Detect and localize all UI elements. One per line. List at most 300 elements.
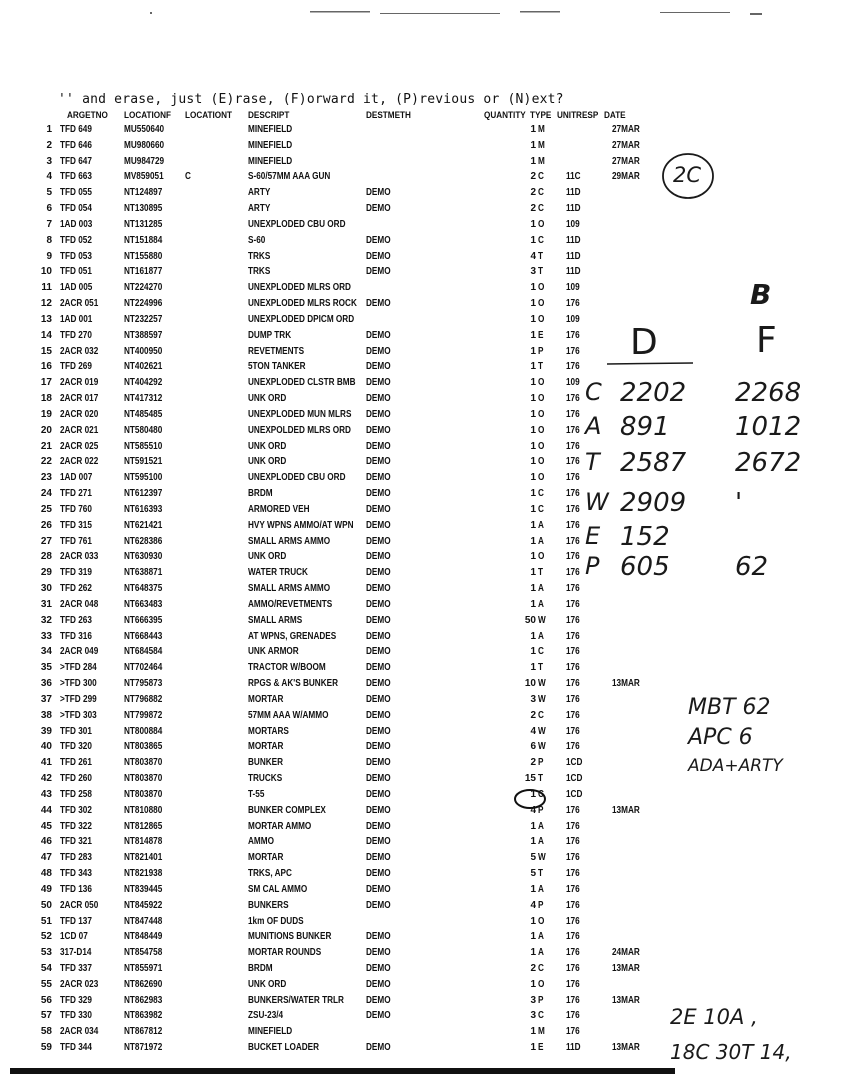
cell-num: 39	[40, 725, 52, 737]
cell-unit: 176	[566, 345, 580, 357]
cell-loc: NT388597	[124, 329, 163, 341]
cell-qty: 3	[530, 266, 536, 278]
cell-dest: DEMO	[366, 203, 391, 215]
cell-unit: 176	[566, 994, 580, 1006]
table-row	[0, 995, 720, 1011]
cell-unit: 176	[566, 678, 580, 690]
table-row	[0, 1042, 720, 1058]
cell-loc: NT628386	[124, 535, 163, 547]
cell-desc: UNEXPLODED CLSTR BMB	[248, 377, 356, 389]
cell-qty: 1	[530, 978, 536, 990]
handwritten-bottom-note-2: 18C 30T 14,	[670, 1040, 792, 1064]
cell-type: P	[538, 994, 544, 1006]
cell-desc: MINEFIELD	[248, 155, 293, 167]
cell-loc: NT810880	[124, 804, 163, 816]
handwritten-total-d: 891	[620, 412, 670, 442]
cell-unit: 109	[566, 377, 580, 389]
cell-dest: DEMO	[366, 868, 391, 879]
cell-num: 20	[40, 424, 52, 436]
cell-num: 30	[40, 583, 52, 595]
cell-num: 21	[40, 440, 52, 452]
cell-type: W	[538, 614, 546, 626]
cell-qty: 10	[524, 678, 536, 690]
cell-qty: 3	[530, 1010, 536, 1022]
table-row	[0, 520, 720, 536]
cell-type: O	[538, 313, 545, 325]
handwritten-total-f: 1012	[735, 412, 802, 442]
cell-num: 16	[40, 361, 52, 373]
cell-type: A	[538, 583, 544, 595]
handwritten-mbt: MBT 62	[688, 695, 771, 720]
cell-unit: 11D	[566, 250, 581, 262]
cell-unit: 176	[566, 931, 580, 943]
cell-dest: DEMO	[366, 757, 391, 769]
table-row	[0, 219, 720, 235]
cell-qty: 1	[530, 218, 536, 230]
cell-tgt: TFD 322	[60, 820, 92, 832]
cell-num: 32	[40, 614, 52, 626]
cell-qty: 1	[530, 662, 536, 674]
cell-unit: 176	[566, 614, 580, 626]
cell-dest: DEMO	[366, 377, 391, 389]
cell-tgt: 317-D14	[60, 947, 92, 959]
cell-type: W	[538, 693, 546, 705]
cell-type: P	[538, 899, 544, 911]
cell-loc: NT845922	[124, 899, 163, 911]
table-row	[0, 1010, 720, 1026]
cell-type: O	[538, 218, 545, 230]
cell-unit: 11D	[566, 187, 581, 199]
table-row	[0, 441, 720, 457]
cell-num: 54	[40, 962, 52, 974]
cell-loct: C	[185, 171, 191, 183]
cell-type: M	[538, 124, 545, 135]
cell-dest: DEMO	[366, 788, 391, 800]
cell-num: 47	[40, 852, 52, 864]
cell-num: 52	[40, 931, 52, 943]
cell-loc: NT630930	[124, 551, 163, 563]
cell-desc: MORTAR AMMO	[248, 820, 312, 832]
cell-tgt: 2ACR 025	[60, 440, 99, 452]
cell-desc: 1km OF DUDS	[248, 915, 304, 927]
cell-unit: 176	[566, 408, 580, 420]
cell-qty: 1	[530, 535, 536, 547]
cell-desc: BUNKER COMPLEX	[248, 804, 326, 816]
cell-num: 3	[46, 155, 52, 167]
table-row	[0, 599, 720, 615]
cell-type: C	[538, 646, 544, 658]
table-row	[0, 156, 720, 172]
cell-tgt: TFD 330	[60, 1010, 92, 1022]
cell-type: T	[538, 250, 544, 262]
table-row	[0, 884, 720, 900]
cell-desc: MORTAR	[248, 852, 284, 864]
handwritten-ada-arty: ADA+ARTY	[688, 756, 783, 776]
cell-tgt: 2ACR 022	[60, 456, 99, 468]
cell-tgt: TFD 343	[60, 868, 92, 879]
cell-loc: NT400950	[124, 345, 163, 357]
cell-loc: NT232257	[124, 313, 163, 325]
cell-dest: DEMO	[366, 456, 391, 468]
cell-loc: NT862690	[124, 978, 163, 990]
cell-num: 8	[46, 234, 52, 246]
cell-dest: DEMO	[366, 899, 391, 911]
cell-dest: DEMO	[366, 725, 391, 737]
cell-loc: NT151884	[124, 234, 163, 246]
cell-desc: BUNKER	[248, 757, 284, 769]
cell-desc: HVY WPNS AMMO/AT WPN	[248, 519, 354, 531]
cell-loc: NT684584	[124, 646, 163, 658]
cell-num: 44	[40, 804, 52, 816]
table-row	[0, 836, 720, 852]
cell-unit: 176	[566, 662, 580, 674]
cell-tgt: TFD 321	[60, 836, 92, 848]
cell-num: 12	[40, 298, 52, 310]
cell-qty: 1	[530, 947, 536, 959]
cell-qty: 15	[524, 773, 536, 785]
cell-type: W	[538, 741, 546, 753]
cell-tgt: TFD 649	[60, 124, 92, 135]
cell-type: O	[538, 408, 545, 420]
cell-loc: NT224270	[124, 282, 163, 294]
cell-num: 38	[40, 709, 52, 721]
cell-unit: 176	[566, 488, 580, 500]
cell-qty: 1	[530, 630, 536, 642]
table-row	[0, 1026, 720, 1042]
cell-dest: DEMO	[366, 583, 391, 595]
cell-qty: 5	[530, 868, 536, 879]
table-row	[0, 488, 720, 504]
cell-num: 48	[40, 868, 52, 879]
cell-unit: 176	[566, 820, 580, 832]
cell-num: 19	[40, 408, 52, 420]
cell-loc: NT224996	[124, 298, 163, 310]
cell-desc: SMALL ARMS	[248, 614, 303, 626]
cell-num: 50	[40, 899, 52, 911]
cell-unit: 176	[566, 804, 580, 816]
cell-num: 13	[40, 313, 52, 325]
table-row	[0, 124, 720, 140]
cell-loc: NT663483	[124, 598, 163, 610]
cell-qty: 1	[530, 1026, 536, 1038]
table-row	[0, 805, 720, 821]
cell-loc: NT803865	[124, 741, 163, 753]
table-row	[0, 900, 720, 916]
cell-tgt: >TFD 299	[60, 693, 97, 705]
cell-unit: 176	[566, 630, 580, 642]
cell-qty: 1	[530, 408, 536, 420]
cell-num: 42	[40, 773, 52, 785]
cell-unit: 11D	[566, 234, 581, 246]
cell-tgt: TFD 647	[60, 155, 92, 167]
cell-type: M	[538, 155, 545, 167]
cell-unit: 176	[566, 472, 580, 484]
cell-desc: UNEXPLODED CBU ORD	[248, 472, 346, 484]
cell-desc: AMMO/REVETMENTS	[248, 598, 333, 610]
cell-desc: T-55	[248, 788, 265, 800]
cell-tgt: TFD 271	[60, 488, 92, 500]
table-row	[0, 931, 720, 947]
cell-loc: NT591521	[124, 456, 163, 468]
cell-loc: NT131285	[124, 218, 163, 230]
cell-unit: 1CD	[566, 788, 583, 800]
cell-tgt: 1AD 003	[60, 218, 93, 230]
cell-dest: DEMO	[366, 978, 391, 990]
cell-qty: 1	[530, 456, 536, 468]
cell-date: 27MAR	[612, 139, 640, 151]
header-date: DATE	[604, 110, 626, 121]
cell-dest: DEMO	[366, 503, 391, 515]
cell-qty: 2	[530, 757, 536, 769]
cell-desc: SMALL ARMS AMMO	[248, 583, 331, 595]
handwritten-total-f: 2268	[735, 378, 802, 408]
cell-type: E	[538, 329, 544, 341]
cell-dest: DEMO	[366, 678, 391, 690]
cell-num: 40	[40, 741, 52, 753]
cell-num: 15	[40, 345, 52, 357]
cell-type: A	[538, 598, 544, 610]
cell-tgt: 1CD 07	[60, 931, 88, 943]
cell-desc: ARTY	[248, 187, 271, 199]
cell-type: O	[538, 393, 545, 405]
cell-qty: 1	[530, 155, 536, 167]
cell-qty: 1	[530, 820, 536, 832]
cell-num: 29	[40, 567, 52, 579]
cell-qty: 4	[530, 804, 536, 816]
cell-qty: 1	[530, 361, 536, 373]
cell-num: 35	[40, 662, 52, 674]
handwritten-total-f: '	[735, 488, 743, 518]
table-row	[0, 916, 720, 932]
cell-desc: MINEFIELD	[248, 1026, 293, 1038]
cell-type: O	[538, 456, 545, 468]
cell-type: A	[538, 947, 544, 959]
cell-loc: NT417312	[124, 393, 163, 405]
cell-tgt: >TFD 284	[60, 662, 97, 674]
cell-type: A	[538, 519, 544, 531]
cell-dest: DEMO	[366, 345, 391, 357]
table-row	[0, 171, 720, 187]
cell-unit: 176	[566, 962, 580, 974]
cell-unit: 176	[566, 551, 580, 563]
table-row	[0, 203, 720, 219]
cell-desc: UNK ORD	[248, 393, 287, 405]
cell-desc: UNEXPLODED CBU ORD	[248, 218, 346, 230]
cell-type: O	[538, 298, 545, 310]
cell-desc: 57MM AAA W/AMMO	[248, 709, 329, 721]
cell-qty: 2	[530, 709, 536, 721]
cell-unit: 176	[566, 868, 580, 879]
cell-desc: UNK ORD	[248, 978, 287, 990]
cell-type: O	[538, 282, 545, 294]
cell-desc: MORTAR	[248, 741, 284, 753]
cell-unit: 176	[566, 741, 580, 753]
cell-dest: DEMO	[366, 408, 391, 420]
cell-unit: 176	[566, 393, 580, 405]
cell-desc: TRKS	[248, 250, 271, 262]
cell-type: E	[538, 1042, 544, 1054]
cell-unit: 109	[566, 282, 580, 294]
cell-qty: 1	[530, 234, 536, 246]
cell-unit: 1CD	[566, 773, 583, 785]
table-row	[0, 393, 720, 409]
cell-qty: 1	[530, 282, 536, 294]
header-unitresp: UNITRESP	[557, 110, 599, 121]
cell-loc: NT862983	[124, 994, 163, 1006]
cell-num: 25	[40, 503, 52, 515]
cell-num: 10	[40, 266, 52, 278]
cell-dest: DEMO	[366, 741, 391, 753]
cell-desc: AMMO	[248, 836, 274, 848]
table-row	[0, 504, 720, 520]
cell-unit: 176	[566, 852, 580, 864]
cell-type: C	[538, 503, 544, 515]
table-row	[0, 377, 720, 393]
cell-tgt: TFD 760	[60, 503, 92, 515]
cell-loc: NT821938	[124, 868, 163, 879]
cell-dest: DEMO	[366, 773, 391, 785]
cell-type: A	[538, 883, 544, 895]
cell-loc: NT485485	[124, 408, 163, 420]
cell-num: 31	[40, 598, 52, 610]
cell-qty: 1	[530, 345, 536, 357]
cell-unit: 176	[566, 361, 580, 373]
table-row	[0, 551, 720, 567]
cell-dest: DEMO	[366, 662, 391, 674]
handwritten-total-f: 62	[735, 552, 769, 582]
table-row	[0, 710, 720, 726]
cell-desc: S-60/57MM AAA GUN	[248, 171, 331, 183]
cell-type: P	[538, 804, 544, 816]
cell-qty: 1	[530, 393, 536, 405]
cell-loc: NT871972	[124, 1042, 163, 1054]
cell-type: O	[538, 472, 545, 484]
cell-type: O	[538, 915, 545, 927]
cell-desc: SMALL ARMS AMMO	[248, 535, 331, 547]
cell-tgt: TFD 316	[60, 630, 92, 642]
cell-desc: S-60	[248, 234, 266, 246]
cell-loc: NT803870	[124, 788, 163, 800]
cell-tgt: 2ACR 021	[60, 424, 99, 436]
cell-tgt: 2ACR 020	[60, 408, 99, 420]
table-row	[0, 852, 720, 868]
handwritten-b: B	[750, 278, 772, 311]
table-row	[0, 583, 720, 599]
header-destmeth: DESTMETH	[366, 110, 411, 121]
cell-qty: 1	[530, 298, 536, 310]
cell-num: 45	[40, 820, 52, 832]
cell-qty: 2	[530, 203, 536, 215]
handwritten-total-d: 2587	[620, 448, 687, 478]
cell-loc: MV859051	[124, 171, 164, 183]
cell-type: T	[538, 773, 544, 785]
cell-tgt: >TFD 303	[60, 709, 97, 721]
cell-qty: 1	[530, 519, 536, 531]
cell-loc: NT796882	[124, 693, 163, 705]
header-locationf: LOCATIONF	[124, 110, 172, 121]
cell-dest: DEMO	[366, 994, 391, 1006]
cell-type: O	[538, 551, 545, 563]
cell-loc: NT814878	[124, 836, 163, 848]
cell-unit: 176	[566, 298, 580, 310]
cell-qty: 4	[530, 725, 536, 737]
cell-unit: 11D	[566, 1042, 581, 1054]
cell-qty: 2	[530, 171, 536, 183]
cell-desc: TRKS, APC	[248, 868, 292, 879]
cell-desc: UNK ORD	[248, 551, 287, 563]
cell-num: 7	[46, 218, 52, 230]
cell-loc: NT124897	[124, 187, 163, 199]
cell-loc: NT839445	[124, 883, 163, 895]
cell-tgt: TFD 283	[60, 852, 92, 864]
table-row	[0, 472, 720, 488]
cell-loc: NT702464	[124, 662, 163, 674]
cell-type: O	[538, 978, 545, 990]
cell-desc: UNEXPLODED MUN MLRS	[248, 408, 352, 420]
cell-loc: NT803870	[124, 757, 163, 769]
cell-desc: MINEFIELD	[248, 139, 293, 151]
cell-loc: NT638871	[124, 567, 163, 579]
cell-unit: 176	[566, 583, 580, 595]
cell-tgt: TFD 052	[60, 234, 92, 246]
table-row	[0, 757, 720, 773]
cell-date: 13MAR	[612, 678, 640, 690]
cell-num: 11	[41, 282, 52, 294]
cell-tgt: TFD 337	[60, 962, 92, 974]
cell-unit: 11C	[566, 171, 581, 183]
cell-qty: 1	[530, 788, 536, 800]
cell-dest: DEMO	[366, 1010, 391, 1022]
cell-num: 57	[40, 1010, 52, 1022]
cell-num: 46	[40, 836, 52, 848]
cell-qty: 1	[530, 329, 536, 341]
cell-unit: 176	[566, 1010, 580, 1022]
cell-desc: RPGS & AK'S BUNKER	[248, 678, 339, 690]
cell-loc: NT812865	[124, 820, 163, 832]
cell-dest: DEMO	[366, 883, 391, 895]
cell-desc: MUNITIONS BUNKER	[248, 931, 332, 943]
cell-tgt: 2ACR 019	[60, 377, 99, 389]
cell-unit: 109	[566, 313, 580, 325]
cell-unit: 176	[566, 535, 580, 547]
cell-desc: ARTY	[248, 203, 271, 215]
table-row	[0, 646, 720, 662]
cell-dest: DEMO	[366, 709, 391, 721]
cell-dest: DEMO	[366, 329, 391, 341]
underline-d	[605, 360, 695, 368]
header-locationt: LOCATIONT	[185, 110, 233, 121]
cell-qty: 1	[530, 646, 536, 658]
handwritten-2c: 2C	[673, 163, 702, 187]
cell-desc: REVETMENTS	[248, 345, 305, 357]
cell-qty: 2	[530, 187, 536, 199]
cell-type: T	[538, 567, 544, 579]
cell-loc: NT848449	[124, 931, 163, 943]
cell-type: T	[538, 868, 544, 879]
cell-tgt: TFD 344	[60, 1042, 92, 1054]
cell-type: T	[538, 662, 544, 674]
cell-tgt: 1AD 005	[60, 282, 93, 294]
cell-type: O	[538, 424, 545, 436]
cell-type: T	[538, 361, 544, 373]
cell-dest: DEMO	[366, 1042, 391, 1054]
cell-type: O	[538, 440, 545, 452]
header-quantity: QUANTITY	[484, 110, 526, 121]
table-row	[0, 314, 720, 330]
cell-loc: NT616393	[124, 503, 163, 515]
cell-qty: 1	[530, 472, 536, 484]
table-row	[0, 947, 720, 963]
